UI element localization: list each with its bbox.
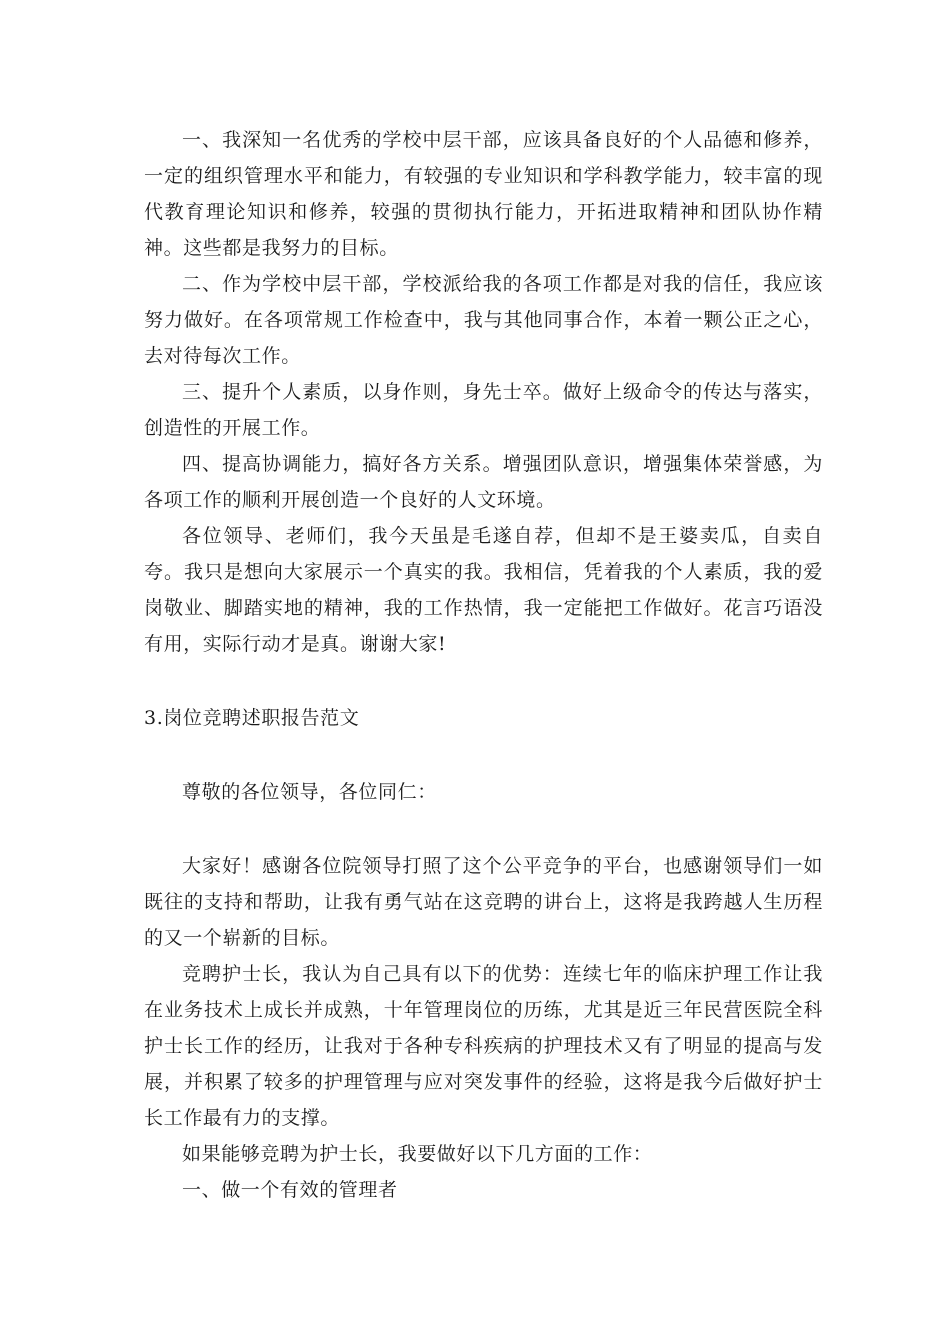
salutation: 尊敬的各位领导，各位同仁： bbox=[182, 781, 437, 803]
paragraph-8: 如果能够竞聘为护士长，我要做好以下几方面的工作： bbox=[182, 1143, 653, 1165]
paragraph-6: 大家好！感谢各位院领导打照了这个公平竞争的平台，也感谢领导们一如既往的支持和帮助，让我有勇气站在这竞聘的讲台上，这将是我跨越人生历程的又一个崭新的目标。 bbox=[144, 855, 823, 949]
paragraph-3: 三、提升个人素质，以身作则，身先士卒。做好上级命令的传达与落实，创造性的开展工作。 bbox=[144, 381, 823, 439]
paragraph-1: 一、我深知一名优秀的学校中层干部，应该具备良好的个人品德和修养，一定的组织管理水平和能力，有较强的专业知识和学科教学能力，较丰富的现代教育理论知识和修养，较强的贯彻执行能力，开拓进取精神和团队协作精神。这些都是我努力的目标。 bbox=[144, 129, 823, 259]
paragraph-4: 四、提高协调能力，搞好各方关系。增强团队意识，增强集体荣誉感，为各项工作的顺利开展创造一个良好的人文环境。 bbox=[144, 453, 823, 511]
paragraph-7: 竞聘护士长，我认为自己具有以下的优势：连续七年的临床护理工作让我在业务技术上成长并成熟，十年管理岗位的历练，尤其是近三年民营医院全科护士长工作的经历，让我对于各种专科疾病的护理技术又有了明显的提高与发展，并积累了较多的护理管理与应对突发事件的经验，这将是我今后做好护士长工作最有力的支撑。 bbox=[144, 963, 823, 1129]
section-heading: 3.岗位竞聘述职报告范文 bbox=[144, 707, 360, 729]
paragraph-5: 各位领导、老师们，我今天虽是毛遂自荐，但却不是王婆卖瓜，自卖自夸。我只是想向大家展示一个真实的我。我相信，凭着我的个人素质，我的爱岗敬业、脚踏实地的精神，我的工作热情，我一定能把工作做好。花言巧语没有用，实际行动才是真。谢谢大家! bbox=[144, 525, 823, 655]
paragraph-9: 一、做一个有效的管理者 bbox=[182, 1179, 398, 1201]
paragraph-2: 二、作为学校中层干部，学校派给我的各项工作都是对我的信任，我应该努力做好。在各项常规工作检查中，我与其他同事合作，本着一颗公正之心，去对待每次工作。 bbox=[144, 273, 823, 367]
